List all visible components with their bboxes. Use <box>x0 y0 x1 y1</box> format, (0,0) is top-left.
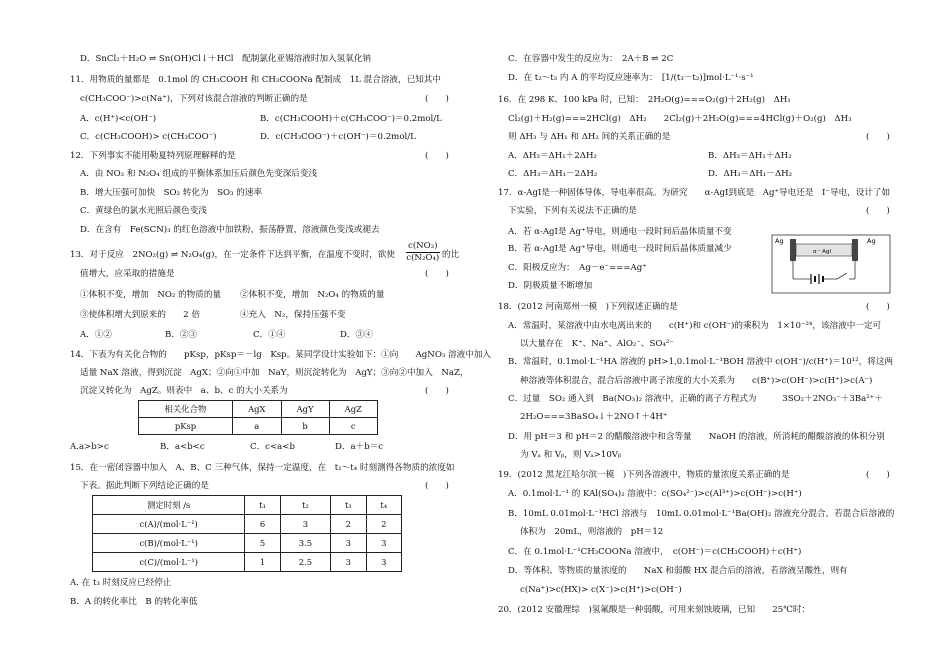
table-cell: 2.5 <box>280 553 330 572</box>
q13-option-b: B．②③ <box>165 330 198 340</box>
q14-stem-2: 适量 NaX 溶液，得到沉淀 AgX；②向①中加 NaY，则沉淀转化为 AgY；③向②中加入 NaZ， <box>80 368 469 378</box>
table-row <box>93 553 402 572</box>
table-cell: a <box>232 418 281 435</box>
q13-stem-2: 值增大，应采取的措施是 <box>80 269 175 279</box>
table-header-cell: t₃ <box>331 496 366 515</box>
q11-option-c: C．c(CH₃COOH)> c(CH₃COO⁻) <box>80 132 217 142</box>
left-silver-electrode <box>790 239 796 261</box>
q16-option-d: D．ΔH₃＝ΔH₁－ΔH₂ <box>708 169 793 179</box>
q19-option-b-2: 体积为 20mL，则溶液的 pH＝12 <box>520 527 664 537</box>
table-header-cell: 测定时刻 /s <box>93 496 245 515</box>
q14-option-c: C．c<a<b <box>250 442 296 452</box>
q13-choice-2: ②体积不变，增加 N₂O₄ 的物质的量 <box>240 290 385 300</box>
q14-option-b: B．a<b<c <box>160 442 205 452</box>
q15-stem: 15．在一密闭容器中加入 A、B、C 三种气体，保持一定温度，在 t₁～t₄ 时刻测得各物质的浓度如 <box>70 463 455 473</box>
right-silver-electrode <box>852 239 858 261</box>
q15-stem-2: 下表。据此判断下列结论正确的是 <box>80 481 209 491</box>
switch-blade <box>837 273 847 279</box>
table-cell: c <box>329 418 377 435</box>
label-ag-left: Ag <box>775 237 784 245</box>
q13-ratio-denominator: c(N₂O₄) <box>406 253 440 263</box>
label-ag-right: Ag <box>867 237 876 245</box>
q16-option-a: A．ΔH₃＝ΔH₁＋2ΔH₂ <box>508 151 597 161</box>
q18-option-a: A．常温时，某溶液中由水电离出来的 c(H⁺)和 c(OH⁻)的乘积为 1×10⁻²⁴，该溶液中一定可 <box>508 321 882 331</box>
q10-option-d: D．SnCl₂＋H₂O ⇌ Sn(OH)Cl↓＋HCl 配制氯化亚锡溶液时加入氢氧化钠 <box>80 54 372 64</box>
table-header-cell: AgY <box>281 401 329 418</box>
q18-stem: 18．(2012 河南郑州一模 )下列叙述正确的是 <box>498 302 678 312</box>
table-cell: 3.5 <box>280 534 330 553</box>
table-header-cell: t₂ <box>280 496 330 515</box>
q11-answer-bracket: ( ) <box>425 94 449 104</box>
left-column <box>70 0 495 671</box>
q13-option-a: A．①② <box>80 330 112 340</box>
table-cell: 2 <box>366 515 401 534</box>
q19-option-d: D．等体积、等物质的量浓度的 NaX 和弱酸 HX 混合后的溶液，若溶液呈酸性，则有 <box>508 566 848 576</box>
q11-option-d: D．c(CH₃COO⁻)＋c(OH⁻)＝0.2mol/L <box>260 132 416 142</box>
q16-option-b: B．ΔH₃＝ΔH₁＋ΔH₂ <box>708 151 792 161</box>
q16-stem-3: 则 ΔH₃ 与 ΔH₁ 和 ΔH₂ 间的关系正确的是 <box>508 132 671 142</box>
table-cell: 3 <box>280 515 330 534</box>
q19-stem: 19．(2012 黑龙江哈尔滨一模 )下列各溶液中，物质的量浓度关系正确的是 <box>498 470 790 480</box>
q13-ratio-numerator: c(NO₂) <box>408 241 438 251</box>
q14-option-d: D．a＋b＝c <box>335 442 384 452</box>
q17-option-c: C．阳极反应为： Ag－e⁻===Ag⁺ <box>508 263 647 273</box>
q19-option-b: B．10mL 0.01mol·L⁻¹HCl 溶液与 10mL 0.01mol·L⁻¹Ba(OH)₂ 溶液充分混合，若混合后溶液的 <box>508 509 895 519</box>
table-cell: 3 <box>366 534 401 553</box>
table-header-cell: 相关化合物 <box>139 401 233 418</box>
table-cell: 3 <box>366 553 401 572</box>
q18-option-b-2: 种溶液等体积混合，混合后溶液中离子浓度的大小关系为 c(B⁺)>c(OH⁻)>c(H⁺)>c(A⁻) <box>520 376 873 386</box>
table-row <box>93 515 402 534</box>
q13-option-c: C．①④ <box>253 330 286 340</box>
q14-stem: 14．下表为有关化合物的 pKsp，pKsp＝－lg Ksp。某同学设计实验如下：①向 AgNO₃ 溶液中加入 <box>70 350 492 360</box>
q19-option-d-2: c(Na⁺)>c(HX)> c(X⁻)>c(H⁺)>c(OH⁻) <box>520 585 682 595</box>
q12-answer-bracket: ( ) <box>425 151 449 161</box>
q13-ratio-fraction <box>406 241 440 264</box>
q13-choice-4: ④充入 N₂，保持压强不变 <box>240 310 346 320</box>
table-header-cell: AgX <box>232 401 281 418</box>
q16-answer-bracket: ( ) <box>866 132 890 142</box>
q11-option-b: B．c(CH₃COOH)＋c(CH₃COO⁻)＝0.2mol/L <box>260 114 442 124</box>
q18-option-b: B．常温时，0.1mol·L⁻¹HA 溶液的 pH>1,0.1mol·L⁻¹BOH 溶液中 c(OH⁻)/c(H⁺)＝10¹²，将这两 <box>508 357 894 367</box>
q18-option-c-2: 2H₂O===3BaSO₄↓＋2NO↑＋4H⁺ <box>520 412 668 422</box>
q16-option-c: C．ΔH₃＝ΔH₁－2ΔH₂ <box>508 169 598 179</box>
q14-ksp-table <box>138 400 378 435</box>
q12-option-c: C．黄绿色的氯水光照后颜色变浅 <box>80 206 207 216</box>
q13-choice-3: ③使体积增大到原来的 2 倍 <box>80 310 200 320</box>
table-cell: b <box>281 418 329 435</box>
table-cell: 6 <box>245 515 280 534</box>
q14-stem-3: 沉淀又转化为 AgZ。则表中 a、b、c 的大小关系为 <box>80 386 288 396</box>
table-cell: c(C)/(mol·L⁻¹) <box>93 553 245 572</box>
q12-option-b: B．增大压强可加快 SO₂ 转化为 SO₃ 的速率 <box>80 188 263 198</box>
table-header-cell: AgZ <box>329 401 377 418</box>
q14-option-a: A.a>b>c <box>70 442 109 452</box>
q18-option-d: D．用 pH＝3 和 pH＝2 的醋酸溶液中和含等量 NaOH 的溶液，所消耗的醋酸溶液的体积分别 <box>508 432 885 442</box>
q13-option-d: D．③④ <box>340 330 373 340</box>
table-cell: c(A)/(mol·L⁻¹) <box>93 515 245 534</box>
table-header-cell: t₁ <box>245 496 280 515</box>
q17-option-b: B．若 α-AgI是 Ag⁺导电，则通电一段时间后晶体质量减少 <box>508 244 732 254</box>
q15-option-d: D．在 t₂～t₃ 内 A 的平均反应速率为： [1/(t₃－t₂)]mol·L⁻¹·s⁻¹ <box>508 73 754 83</box>
table-cell: c(B)/(mol·L⁻¹) <box>93 534 245 553</box>
q13-stem-suffix: 的比 <box>442 250 460 260</box>
table-cell: 1 <box>245 553 280 572</box>
label-agi: α－AgI <box>813 249 832 255</box>
q11-option-a: A．c(H⁺)<c(OH⁻) <box>80 114 157 124</box>
q19-option-a: A．0.1mol·L⁻¹ 的 KAl(SO₄)₂ 溶液中：c(SO₄²⁻)>c(Al³⁺)>c(OH⁻)>c(H⁺) <box>508 489 802 499</box>
q18-answer-bracket: ( ) <box>866 302 890 312</box>
q15-option-c: C．在容器中发生的反应为： 2A＋B ⇌ 2C <box>508 54 674 64</box>
q12-option-d: D．在含有 Fe(SCN)₃ 的红色溶液中加铁粉，振荡静置，溶液颜色变浅或褪去 <box>80 225 380 235</box>
table-row <box>93 496 402 515</box>
table-header-cell: t₄ <box>366 496 401 515</box>
table-cell: 5 <box>245 534 280 553</box>
q15-option-a: A. 在 t₃ 时刻反应已经停止 <box>70 578 172 588</box>
table-row <box>93 534 402 553</box>
q13-stem: 13．对于反应 2NO₂(g) ⇌ N₂O₄(g)，在一定条件下达到平衡，在温度不变时，欲使 <box>70 250 395 260</box>
q15-concentration-table <box>92 495 402 572</box>
table-cell: 3 <box>331 553 366 572</box>
right-column <box>498 0 923 671</box>
q13-choice-1: ①体积不变，增加 NO₂ 的物质的量 <box>80 290 222 300</box>
q17-stem: 17．α-AgI是一种固体导体，导电率很高。为研究 α-AgI到底是 Ag⁺导电还是 I⁻导电，设计了如 <box>498 188 891 198</box>
q16-stem: 16．在 298 K、100 kPa 时，已知： 2H₂O(g)===O₂(g)＋2H₂(g) ΔH₁ <box>498 95 791 105</box>
table-cell: 3 <box>331 534 366 553</box>
table-cell: pKsp <box>139 418 233 435</box>
q13-answer-bracket: ( ) <box>425 269 449 279</box>
q15-option-b: B．A 的转化率比 B 的转化率低 <box>70 597 198 607</box>
q18-option-c: C．过量 SO₂ 通入到 Ba(NO₃)₂ 溶液中，正确的离子方程式为 3SO₂＋2NO₃⁻＋3Ba²⁺＋ <box>508 394 883 404</box>
q11-stem: 11．用物质的量都是 0.1mol 的 CH₃COOH 和 CH₃COONa 配制成 1L 混合溶液，已知其中 <box>70 75 441 85</box>
q17-stem-2: 下实验，下列有关说法不正确的是 <box>508 206 637 216</box>
q18-option-d-2: 为 Vₐ 和 Vᵦ，则 Vₐ>10Vᵦ <box>520 450 622 460</box>
q16-stem-2: Cl₂(g)＋H₂(g)===2HCl(g) ΔH₂ 2Cl₂(g)＋2H₂O(g)===4HCl(g)＋O₂(g) ΔH₃ <box>508 114 852 124</box>
electrolysis-diagram <box>771 232 891 294</box>
q14-answer-bracket: ( ) <box>425 386 449 396</box>
q17-option-a: A．若 α-AgI是 Ag⁺导电，则通电一段时间后晶体质量不变 <box>508 227 732 237</box>
q12-option-a: A．由 NO₂ 和 N₂O₄ 组成的平衡体系加压后颜色先变深后变浅 <box>80 169 318 179</box>
table-cell: 2 <box>331 515 366 534</box>
q17-answer-bracket: ( ) <box>866 206 890 216</box>
q12-stem: 12．下列事实不能用勒夏特列原理解释的是 <box>70 151 236 161</box>
q18-option-a-2: 以大量存在 K⁺、Na⁺、AlO₂⁻、SO₄²⁻ <box>520 339 674 349</box>
q20-stem: 20．(2012 安徽理综 )氢氟酸是一种弱酸，可用来刻蚀玻璃，已知 25℃时： <box>498 605 811 615</box>
q15-answer-bracket: ( ) <box>425 481 449 491</box>
table-row <box>139 401 378 418</box>
q17-option-d: D．阴极质量不断增加 <box>508 281 593 291</box>
q19-answer-bracket: ( ) <box>866 470 890 480</box>
q11-stem-2: c(CH₃COO⁻)>c(Na⁺)，下列对该混合溶液的判断正确的是 <box>80 94 308 104</box>
table-row <box>139 418 378 435</box>
q19-option-c: C．在 0.1mol·L⁻¹CH₃COONa 溶液中， c(OH⁻)＝c(CH₃COOH)＋c(H⁺) <box>508 547 802 557</box>
